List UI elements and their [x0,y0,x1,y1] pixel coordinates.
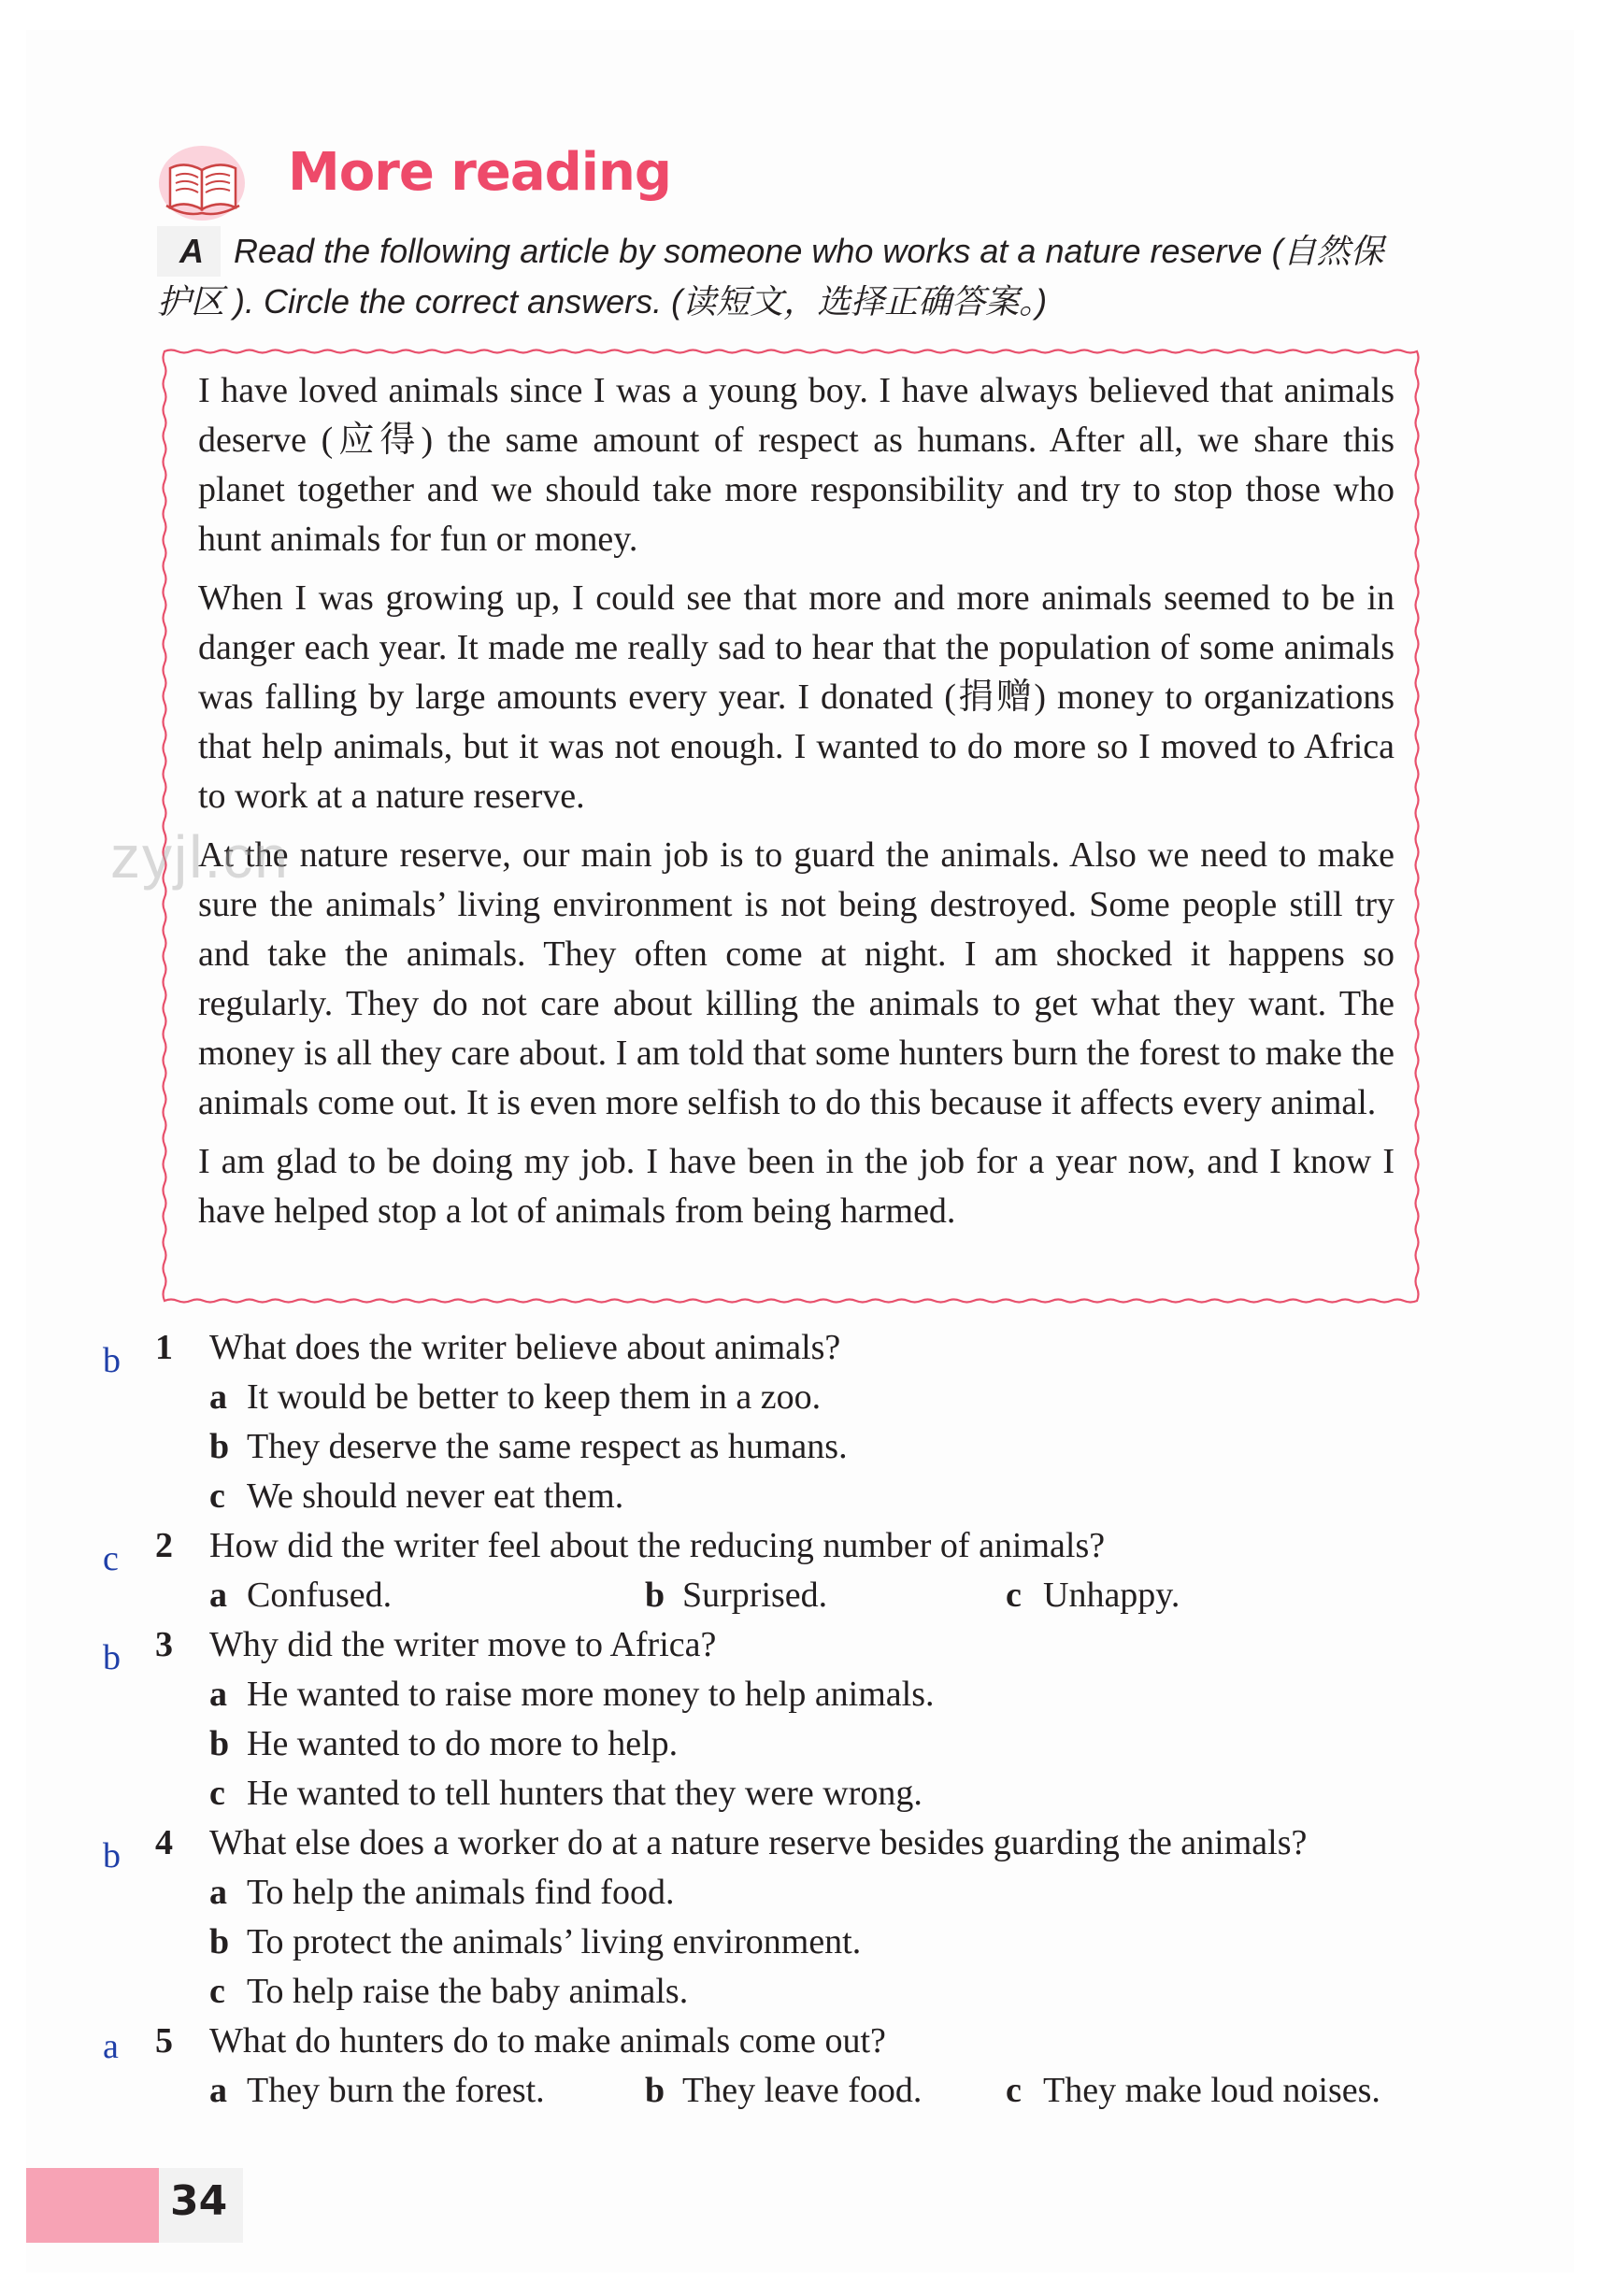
option-text: He wanted to raise more money to help animals. [247,1675,935,1714]
option[interactable] [645,1575,827,1616]
option[interactable] [645,2070,922,2111]
question-text: How did the writer feel about the reducing number of animals? [209,1526,1106,1565]
option-letter: b [209,1427,230,1466]
option-letter: c [1006,1576,1022,1615]
article-box [161,348,1421,1305]
option[interactable] [209,1674,935,1715]
option-letter: c [1006,2071,1022,2110]
option-letter: a [209,2071,227,2110]
answer-mark: a [103,2027,119,2066]
option-letter: a [209,1576,227,1615]
question-number: 5 [155,2021,173,2061]
option-text: We should never eat them. [247,1476,624,1516]
option[interactable] [209,2070,545,2111]
question-text: Why did the writer move to Africa? [209,1625,717,1664]
option-text: Confused. [247,1576,393,1615]
option[interactable] [1006,1575,1180,1616]
instruction [157,226,1400,327]
page-tab [26,2168,159,2243]
page-number: 34 [170,2177,228,2225]
article-paragraph: When I was growing up, I could see that more and more animals seemed to be in danger each year. It made me really sad to hear that the population of some animals was falling by large amounts every year. I donated (捐赠) money to organizations that help animals, but it was not enough. I wanted to do more so I moved to Africa to work at a nature reserve. [198,578,1395,816]
option-text: He wanted to tell hunters that they were wrong. [247,1774,923,1813]
option-text: To help the animals find food. [247,1873,675,1912]
option[interactable] [209,1426,848,1467]
option-letter: b [209,1724,230,1763]
question-text: What does the writer believe about animals? [209,1328,841,1367]
page-title: More reading [288,142,671,203]
answer-mark: c [103,1539,119,1578]
option-letter: a [209,1873,227,1912]
answer-mark: b [103,1836,121,1875]
question-number: 4 [155,1823,173,1862]
option-letter: c [209,1972,225,2011]
article-paragraph: At the nature reserve, our main job is to guard the animals. Also we need to make sure the animals’ living environment is not being destroyed. Some people still try and take the animals. They often come at night. I am shocked it happens so regularly. They do not care about killing the animals to get what they want. The money is all they care about. I am told that some hunters burn the forest to make the animals come out. It is even more selfish to do this because it affects every animal. [198,835,1395,1122]
option-letter: b [209,1922,230,1961]
question-number: 3 [155,1625,173,1664]
question-number: 1 [155,1328,173,1367]
option-text: They leave food. [682,2071,923,2110]
option-letter: c [209,1774,225,1813]
option-text: To help raise the baby animals. [247,1972,689,2011]
option-letter: a [209,1377,227,1417]
option-text: Unhappy. [1043,1576,1180,1615]
article-text [198,366,1395,1246]
option-letter: b [645,2071,665,2110]
option-letter: a [209,1675,227,1714]
option[interactable] [1006,2070,1380,2111]
option[interactable] [209,1971,688,2012]
question-number: 2 [155,1526,173,1565]
answer-mark: b [103,1341,121,1380]
option-text: They deserve the same respect as humans. [247,1427,848,1466]
question-text: What do hunters do to make animals come out? [209,2021,886,2061]
option-letter: b [645,1576,665,1615]
option-text: To protect the animals’ living environment. [247,1922,862,1961]
option-text: They burn the forest. [247,2071,545,2110]
option[interactable] [209,1575,392,1616]
instruction-text: Read the following article by someone who works at a nature reserve (自然保护区 ). Circle the correct answers. (读短文，选择正确答案。) [157,232,1384,321]
watermark: zyjl.cn [110,823,290,891]
open-book-icon [157,140,250,224]
option[interactable] [209,1921,861,1962]
answer-mark: b [103,1638,121,1677]
article-paragraph: I am glad to be doing my job. I have been in the job for a year now, and I know I have helped stop a lot of animals from being harmed. [198,1142,1395,1231]
section-letter: A [157,226,221,277]
option[interactable] [209,1773,923,1814]
article-paragraph: I have loved animals since I was a young boy. I have always believed that animals deserve (应得) the same amount of respect as humans. After all, we share this planet together and we should take more responsibility and try to stop those who hunt animals for fun or money. [198,371,1395,559]
option-text: It would be better to keep them in a zoo. [247,1377,822,1417]
option-text: They make loud noises. [1043,2071,1380,2110]
question-text: What else does a worker do at a nature reserve besides guarding the animals? [209,1823,1308,1862]
option[interactable] [209,1476,623,1517]
option-text: Surprised. [682,1576,828,1615]
option[interactable] [209,1376,821,1418]
option-letter: c [209,1476,225,1516]
option[interactable] [209,1723,678,1764]
option-text: He wanted to do more to help. [247,1724,679,1763]
option[interactable] [209,1872,674,1913]
